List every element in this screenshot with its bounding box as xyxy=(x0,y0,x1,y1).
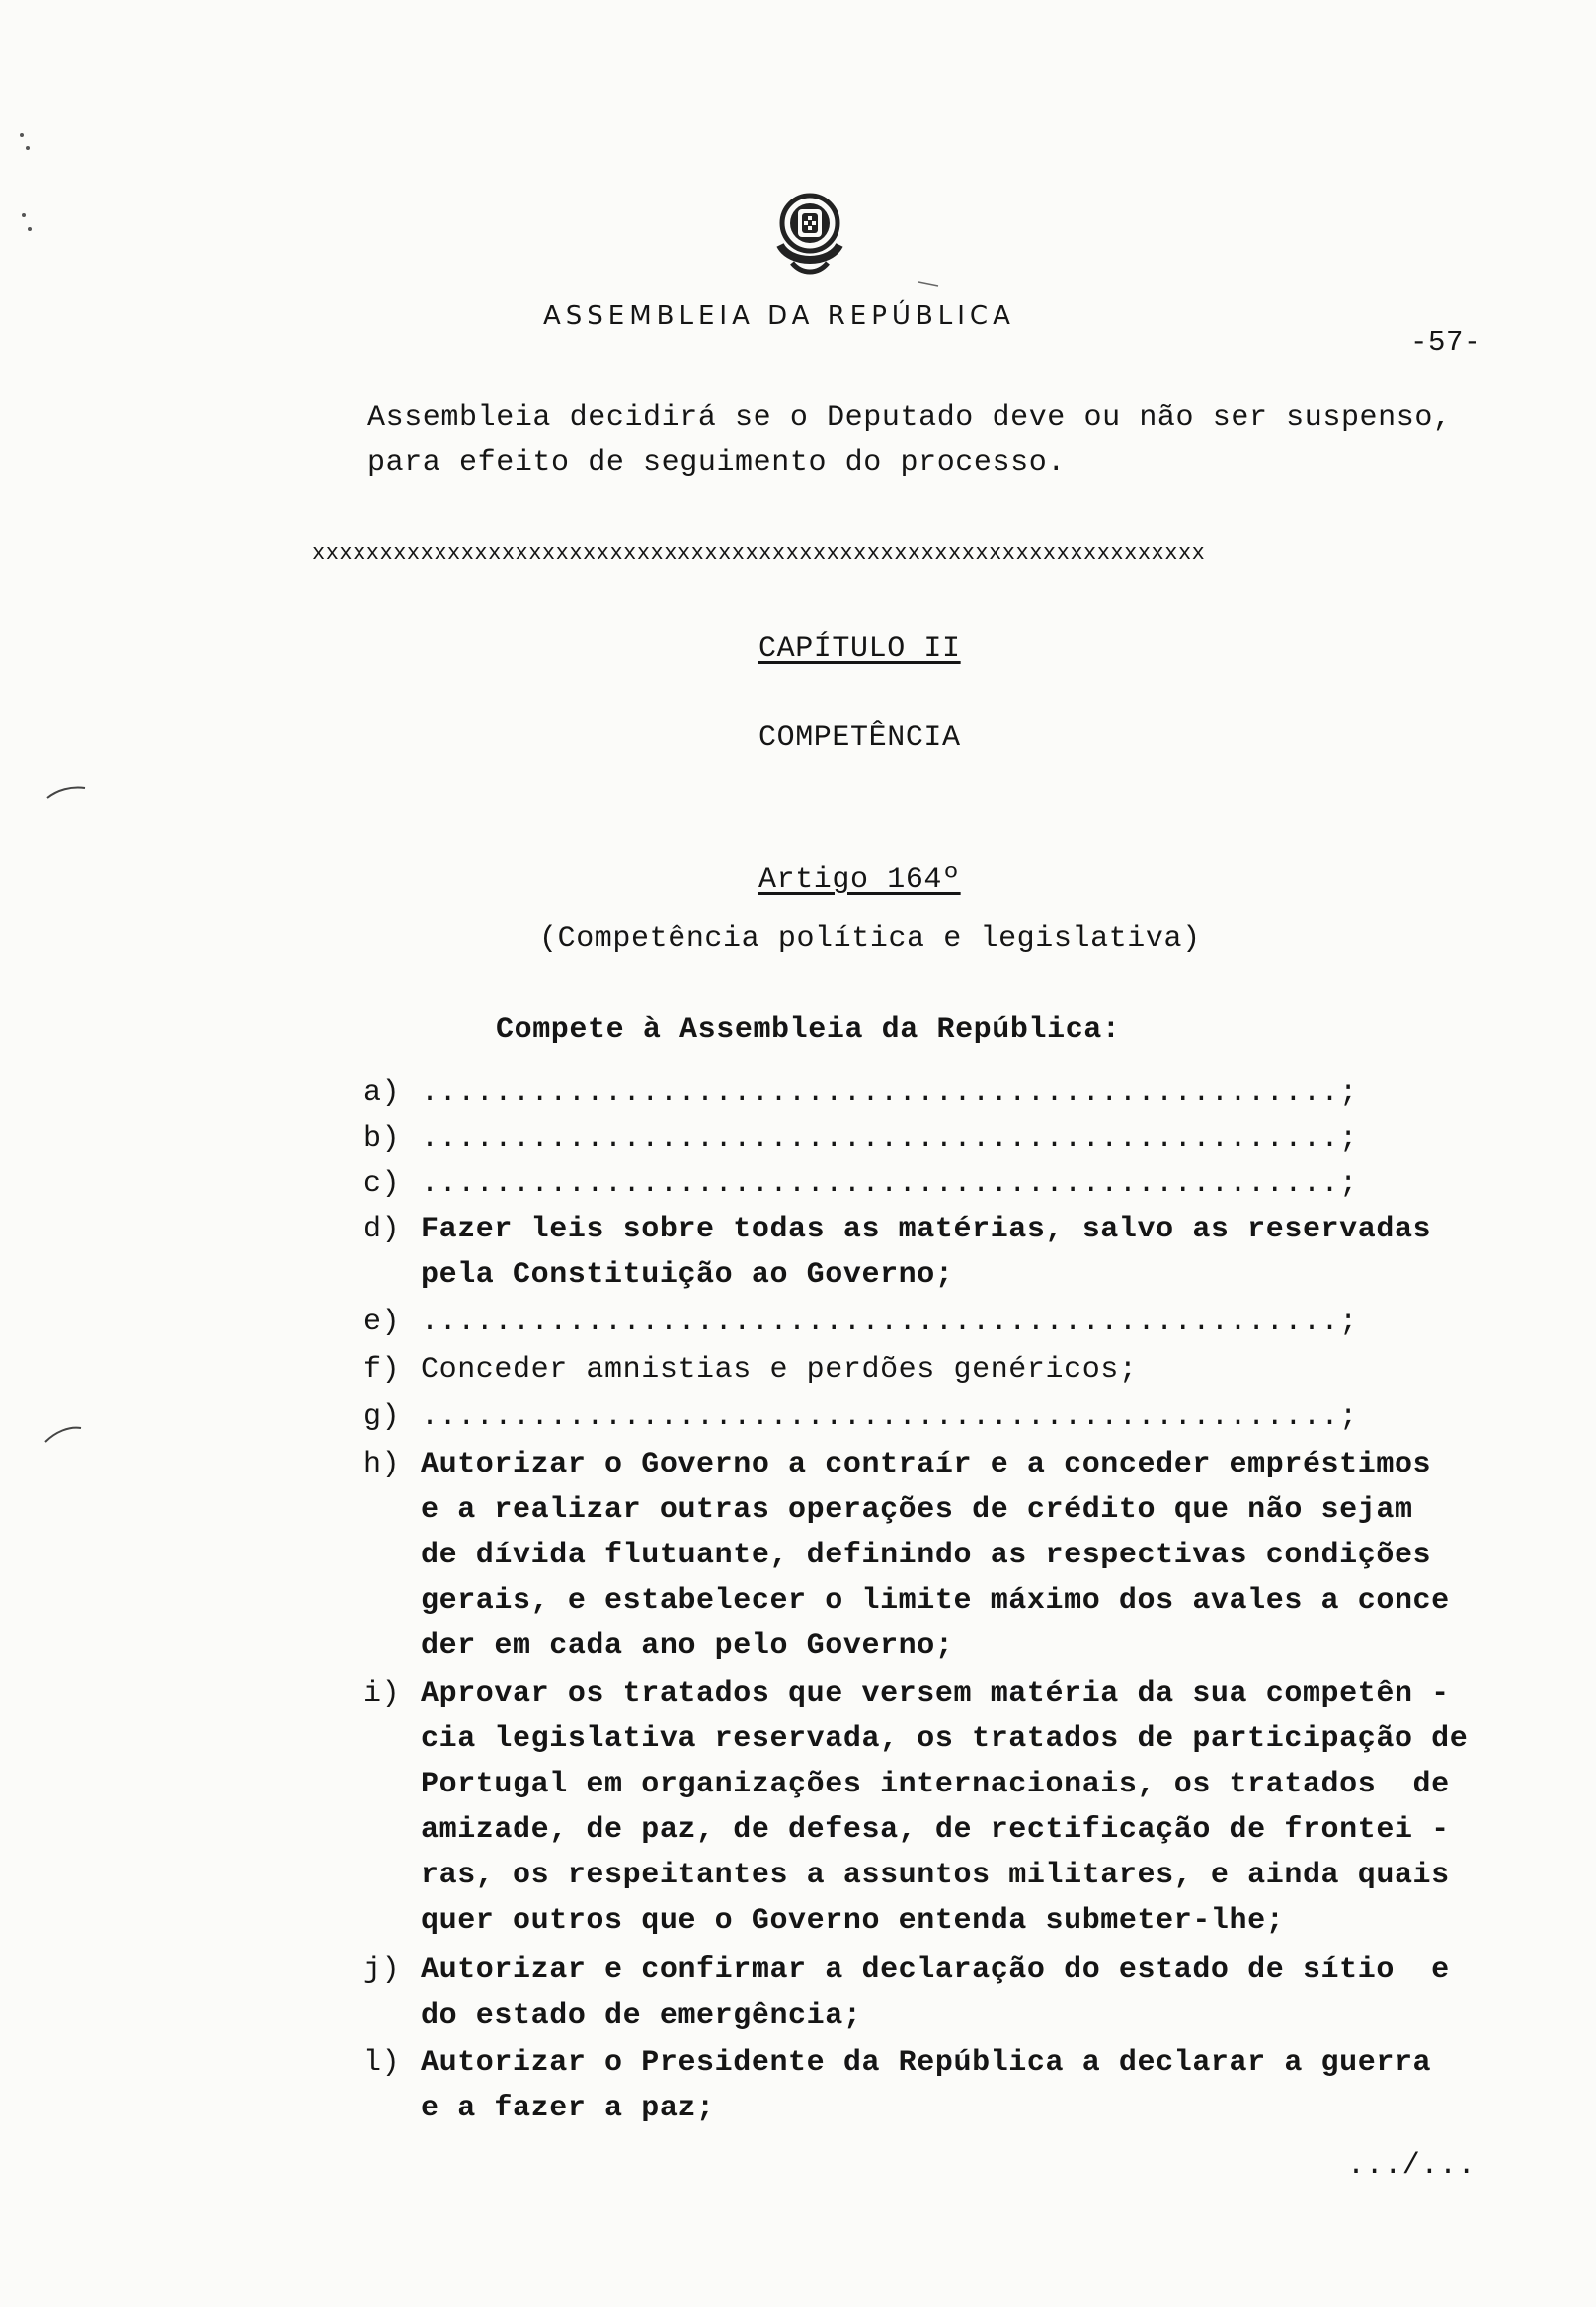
item-a-text: ..................................................; xyxy=(421,1076,1358,1110)
article-subtitle: (Competência política e legislativa) xyxy=(539,922,1201,956)
item-l-line-1: Autorizar o Presidente da República a declarar a guerra xyxy=(421,2046,1432,2080)
continuation-marker: .../... xyxy=(1347,2149,1476,2183)
item-i-line-3: Portugal em organizações internacionais, os tratados de xyxy=(421,1768,1450,1801)
item-j-line-1: Autorizar e confirmar a declaração do estado de sítio e xyxy=(421,1953,1450,1987)
item-h-line-1: Autorizar o Governo a contraír e a conceder empréstimos xyxy=(421,1448,1432,1481)
item-i-line-5: ras, os respeitantes a assuntos militares, e ainda quais xyxy=(421,1859,1450,1892)
chapter-title: CAPÍTULO II xyxy=(758,632,961,666)
item-c-text: ..................................................; xyxy=(421,1167,1358,1201)
item-b-text: ..................................................; xyxy=(421,1122,1358,1155)
item-g-text: ..................................................; xyxy=(421,1400,1358,1434)
item-c-label: c) xyxy=(363,1167,401,1201)
item-l-label: l) xyxy=(363,2046,401,2080)
item-b-label: b) xyxy=(363,1122,401,1155)
item-h-line-3: de dívida flutuante, definindo as respectivas condições xyxy=(421,1539,1432,1572)
item-e-text: ..................................................; xyxy=(421,1306,1358,1339)
institution-header: ASSEMBLEIA DA REPÚBLICA xyxy=(543,301,1015,331)
item-l-line-2: e a fazer a paz; xyxy=(421,2092,715,2125)
separator-line: xxxxxxxxxxxxxxxxxxxxxxxxxxxxxxxxxxxxxxxxxxxxxxxxxxxxxxxxxxxxxxxxxx xyxy=(312,541,1206,566)
item-e-label: e) xyxy=(363,1306,401,1339)
item-g-label: g) xyxy=(363,1400,401,1434)
intro-line-2: para efeito de seguimento do processo. xyxy=(367,446,1066,480)
item-i-line-2: cia legislativa reservada, os tratados de participação de xyxy=(421,1722,1469,1756)
item-h-line-4: gerais, e estabelecer o limite máximo dos avales a conce xyxy=(421,1584,1450,1618)
item-d-line-1: Fazer leis sobre todas as matérias, salvo as reservadas xyxy=(421,1213,1432,1246)
item-a-label: a) xyxy=(363,1076,401,1110)
item-j-line-2: do estado de emergência; xyxy=(421,1999,862,2032)
item-h-line-5: der em cada ano pelo Governo; xyxy=(421,1630,954,1663)
item-i-line-6: quer outros que o Governo entenda submeter-lhe; xyxy=(421,1904,1285,1938)
item-f-text: Conceder amnistias e perdões genéricos; xyxy=(421,1353,1138,1387)
item-h-label: h) xyxy=(363,1448,401,1481)
item-h-line-2: e a realizar outras operações de crédito que não sejam xyxy=(421,1493,1413,1527)
item-d-line-2: pela Constituição ao Governo; xyxy=(421,1258,954,1292)
article-title: Artigo 164º xyxy=(758,863,961,897)
item-i-line-1: Aprovar os tratados que versem matéria da sua competên - xyxy=(421,1677,1450,1710)
page-number: -57- xyxy=(1410,326,1482,358)
chapter-subtitle: COMPETÊNCIA xyxy=(758,721,961,755)
item-i-label: i) xyxy=(363,1677,401,1710)
item-i-line-4: amizade, de paz, de defesa, de rectificação de frontei - xyxy=(421,1813,1450,1847)
item-f-label: f) xyxy=(363,1353,401,1387)
article-lead: Compete à Assembleia da República: xyxy=(496,1013,1121,1047)
item-j-label: j) xyxy=(363,1953,401,1987)
intro-line-1: Assembleia decidirá se o Deputado deve ou não ser suspenso, xyxy=(367,401,1452,435)
item-d-label: d) xyxy=(363,1213,401,1246)
portuguese-coat-of-arms-icon xyxy=(762,184,857,282)
